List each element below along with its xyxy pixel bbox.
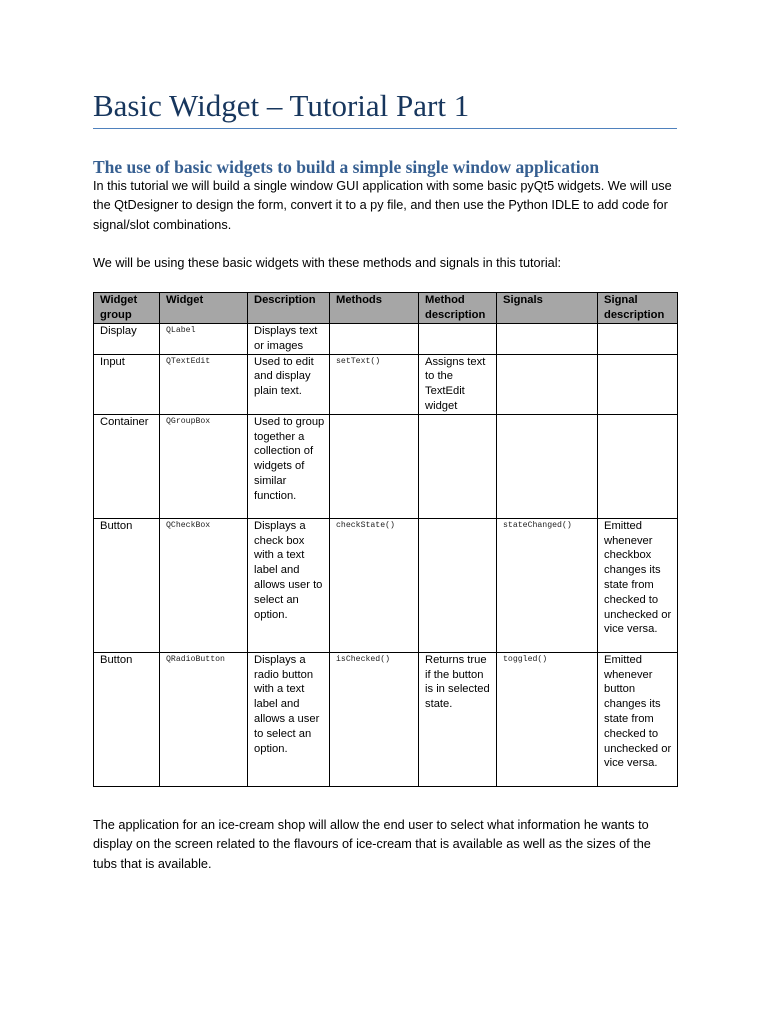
cell-signals	[497, 414, 598, 518]
cell-widget-group: Input	[94, 354, 160, 414]
page-title: Basic Widget – Tutorial Part 1	[93, 88, 470, 123]
cell-description: Used to group together a collection of widgets of similar function.	[248, 414, 330, 518]
closing-paragraph: The application for an ice-cream shop will allow the end user to select what information he wants to display on the screen related to the flavours of ice-cream that is available as well as the sizes of the tubs that is available.	[93, 818, 651, 871]
cell-signal-description	[598, 324, 678, 355]
header-widget-group: Widget group	[94, 293, 160, 324]
cell-methods: setText()	[330, 354, 419, 414]
header-methods: Methods	[330, 293, 419, 324]
cell-methods	[330, 414, 419, 518]
cell-signals: toggled()	[497, 652, 598, 786]
table-row	[94, 518, 678, 652]
cell-methods	[330, 324, 419, 355]
section-heading: The use of basic widgets to build a simple single window application	[93, 157, 600, 177]
table-row	[94, 414, 678, 518]
cell-description: Displays text or images	[248, 324, 330, 355]
cell-signal-description	[598, 354, 678, 414]
cell-signals	[497, 354, 598, 414]
table-header-row	[94, 293, 678, 324]
cell-widget-group: Container	[94, 414, 160, 518]
cell-widget-group: Display	[94, 324, 160, 355]
header-signal-description: Signal description	[598, 293, 678, 324]
cell-widget: QCheckBox	[160, 518, 248, 652]
title-underline	[93, 128, 677, 129]
cell-widget-group: Button	[94, 652, 160, 786]
cell-signal-description: Emitted whenever button changes its state from checked to unchecked or vice versa.	[598, 652, 678, 786]
cell-signal-description: Emitted whenever checkbox changes its state from checked to unchecked or vice versa.	[598, 518, 678, 652]
intro-paragraph: In this tutorial we will build a single window GUI application with some basic pyQt5 widgets. We will use the QtDesigner to design the form, convert it to a py file, and then use the Python IDLE to add code for signal/slot combinations.	[93, 179, 672, 232]
cell-description: Displays a check box with a text label and allows user to select an option.	[248, 518, 330, 652]
cell-method-description	[419, 414, 497, 518]
cell-widget: QRadioButton	[160, 652, 248, 786]
widgets-table	[93, 292, 678, 787]
header-method-description: Method description	[419, 293, 497, 324]
table-row	[94, 324, 678, 355]
cell-description: Displays a radio button with a text label and allows a user to select an option.	[248, 652, 330, 786]
cell-method-description	[419, 324, 497, 355]
cell-methods: isChecked()	[330, 652, 419, 786]
cell-signal-description	[598, 414, 678, 518]
header-description: Description	[248, 293, 330, 324]
cell-widget: QGroupBox	[160, 414, 248, 518]
table-row	[94, 354, 678, 414]
lead-in-paragraph: We will be using these basic widgets with these methods and signals in this tutorial:	[93, 256, 562, 270]
cell-signals: stateChanged()	[497, 518, 598, 652]
cell-widget: QTextEdit	[160, 354, 248, 414]
cell-widget: QLabel	[160, 324, 248, 355]
cell-signals	[497, 324, 598, 355]
cell-widget-group: Button	[94, 518, 160, 652]
table-row	[94, 652, 678, 786]
cell-methods: checkState()	[330, 518, 419, 652]
cell-method-description: Returns true if the button is in selected state.	[419, 652, 497, 786]
cell-description: Used to edit and display plain text.	[248, 354, 330, 414]
header-signals: Signals	[497, 293, 598, 324]
cell-method-description	[419, 518, 497, 652]
header-widget: Widget	[160, 293, 248, 324]
cell-method-description: Assigns text to the TextEdit widget	[419, 354, 497, 414]
